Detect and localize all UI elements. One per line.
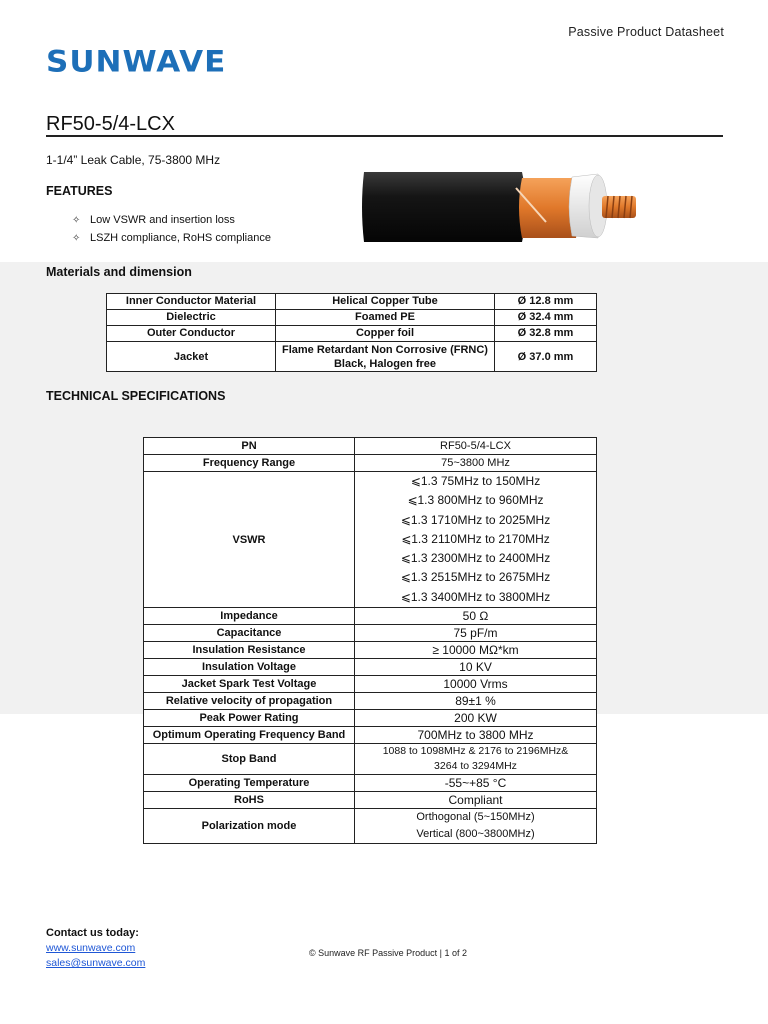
vswr-line: ⩽1.3 2110MHz to 2170MHz <box>401 531 550 546</box>
website-link[interactable]: www.sunwave.com <box>46 942 136 954</box>
stop-band-line: 3264 to 3294MHz <box>434 760 517 773</box>
spec-value: RF50-5/4-LCX <box>355 438 597 455</box>
table-row <box>144 455 597 472</box>
cell-material: Foamed PE <box>276 310 495 326</box>
material-line: Flame Retardant Non Corrosive (FRNC) <box>282 343 488 356</box>
spec-label: RoHS <box>144 792 355 809</box>
diamond-bullet-icon: ✧ <box>72 214 81 226</box>
spec-label: VSWR <box>144 472 355 608</box>
spec-label: Insulation Voltage <box>144 659 355 676</box>
table-row <box>144 792 597 809</box>
table-row <box>144 608 597 625</box>
table-row <box>144 642 597 659</box>
stop-band-line: 1088 to 1098MHz & 2176 to 2196MHz& <box>382 745 569 758</box>
spec-label: Insulation Resistance <box>144 642 355 659</box>
spec-value: 700MHz to 3800 MHz <box>355 727 597 744</box>
table-row <box>107 310 597 326</box>
vswr-line: ⩽1.3 2515MHz to 2675MHz <box>400 570 551 585</box>
table-row <box>144 659 597 676</box>
spec-label: Capacitance <box>144 625 355 642</box>
cell-material: Copper foil <box>276 326 495 342</box>
spec-value: 50 Ω <box>355 608 597 625</box>
product-title: RF50-5/4-LCX <box>46 113 175 135</box>
table-row <box>107 294 597 310</box>
specs-heading: TECHNICAL SPECIFICATIONS <box>46 389 226 403</box>
feature-text: Low VSWR and insertion loss <box>90 214 235 226</box>
vswr-line: ⩽1.3 2300MHz to 2400MHz <box>400 551 551 566</box>
sunwave-logo: SUNWAVE <box>46 44 227 80</box>
cell-dimension: Ø 12.8 mm <box>495 294 597 310</box>
spec-label: PN <box>144 438 355 455</box>
spec-value: Compliant <box>355 792 597 809</box>
table-row <box>144 809 597 844</box>
materials-heading: Materials and dimension <box>46 265 192 279</box>
spec-value: -55~+85 °C <box>355 775 597 792</box>
spec-label: Operating Temperature <box>144 775 355 792</box>
spec-value <box>355 809 597 844</box>
cable-product-image <box>362 168 642 246</box>
cell-part: Dielectric <box>107 310 276 326</box>
table-row <box>144 472 597 608</box>
spec-value-vswr <box>355 472 597 608</box>
diamond-bullet-icon: ✧ <box>72 232 81 244</box>
table-row <box>144 775 597 792</box>
specs-table <box>143 437 597 844</box>
features-heading: FEATURES <box>46 184 113 198</box>
vswr-line: ⩽1.3 75MHz to 150MHz <box>410 474 541 488</box>
cell-material: Helical Copper Tube <box>276 294 495 310</box>
vswr-line: ⩽1.3 800MHz to 960MHz <box>407 493 544 508</box>
title-divider <box>46 135 723 137</box>
polarization-line: Vertical (800~3800MHz) <box>416 828 535 841</box>
spec-label: Stop Band <box>144 744 355 775</box>
feature-item <box>72 229 271 247</box>
vswr-line: ⩽1.3 1710MHz to 2025MHz <box>400 512 551 527</box>
cell-material <box>276 342 495 372</box>
table-row <box>144 727 597 744</box>
doc-type-label: Passive Product Datasheet <box>568 25 724 39</box>
spec-label: Impedance <box>144 608 355 625</box>
product-subtitle: 1-1/4” Leak Cable, 75-3800 MHz <box>46 153 221 167</box>
cell-dimension: Ø 37.0 mm <box>495 342 597 372</box>
feature-item <box>72 211 271 229</box>
spec-label: Polarization mode <box>144 809 355 844</box>
materials-table <box>106 293 597 372</box>
contact-label: Contact us today: <box>46 927 139 939</box>
table-row <box>107 342 597 372</box>
footer-text: © Sunwave RF Passive Product | 1 of 2 <box>308 948 468 958</box>
spec-value: 10 KV <box>355 659 597 676</box>
spec-value <box>355 744 597 775</box>
cell-dimension: Ø 32.4 mm <box>495 310 597 326</box>
cell-part: Jacket <box>107 342 276 372</box>
table-row <box>144 438 597 455</box>
table-row <box>144 625 597 642</box>
spec-label: Frequency Range <box>144 455 355 472</box>
polarization-line: Orthogonal (5~150MHz) <box>416 811 535 824</box>
spec-value: 75~3800 MHz <box>355 455 597 472</box>
feature-text: LSZH compliance, RoHS compliance <box>90 232 271 244</box>
table-row <box>144 744 597 775</box>
vswr-line: ⩽1.3 3400MHz to 3800MHz <box>400 589 551 604</box>
spec-label: Optimum Operating Frequency Band <box>144 727 355 744</box>
spec-value: 89±1 % <box>355 693 597 710</box>
table-row <box>144 676 597 693</box>
table-row <box>107 326 597 342</box>
spec-label: Peak Power Rating <box>144 710 355 727</box>
spec-label: Relative velocity of propagation <box>144 693 355 710</box>
material-line: Black, Halogen free <box>333 357 437 370</box>
features-list <box>72 211 271 247</box>
cell-part: Outer Conductor <box>107 326 276 342</box>
cell-dimension: Ø 32.8 mm <box>495 326 597 342</box>
spec-value: ≥ 10000 MΩ*km <box>355 642 597 659</box>
table-row <box>144 693 597 710</box>
spec-value: 75 pF/m <box>355 625 597 642</box>
spec-value: 10000 Vrms <box>355 676 597 693</box>
table-row <box>144 710 597 727</box>
cell-part: Inner Conductor Material <box>107 294 276 310</box>
email-link[interactable]: sales@sunwave.com <box>46 957 146 969</box>
spec-value: 200 KW <box>355 710 597 727</box>
spec-label: Jacket Spark Test Voltage <box>144 676 355 693</box>
